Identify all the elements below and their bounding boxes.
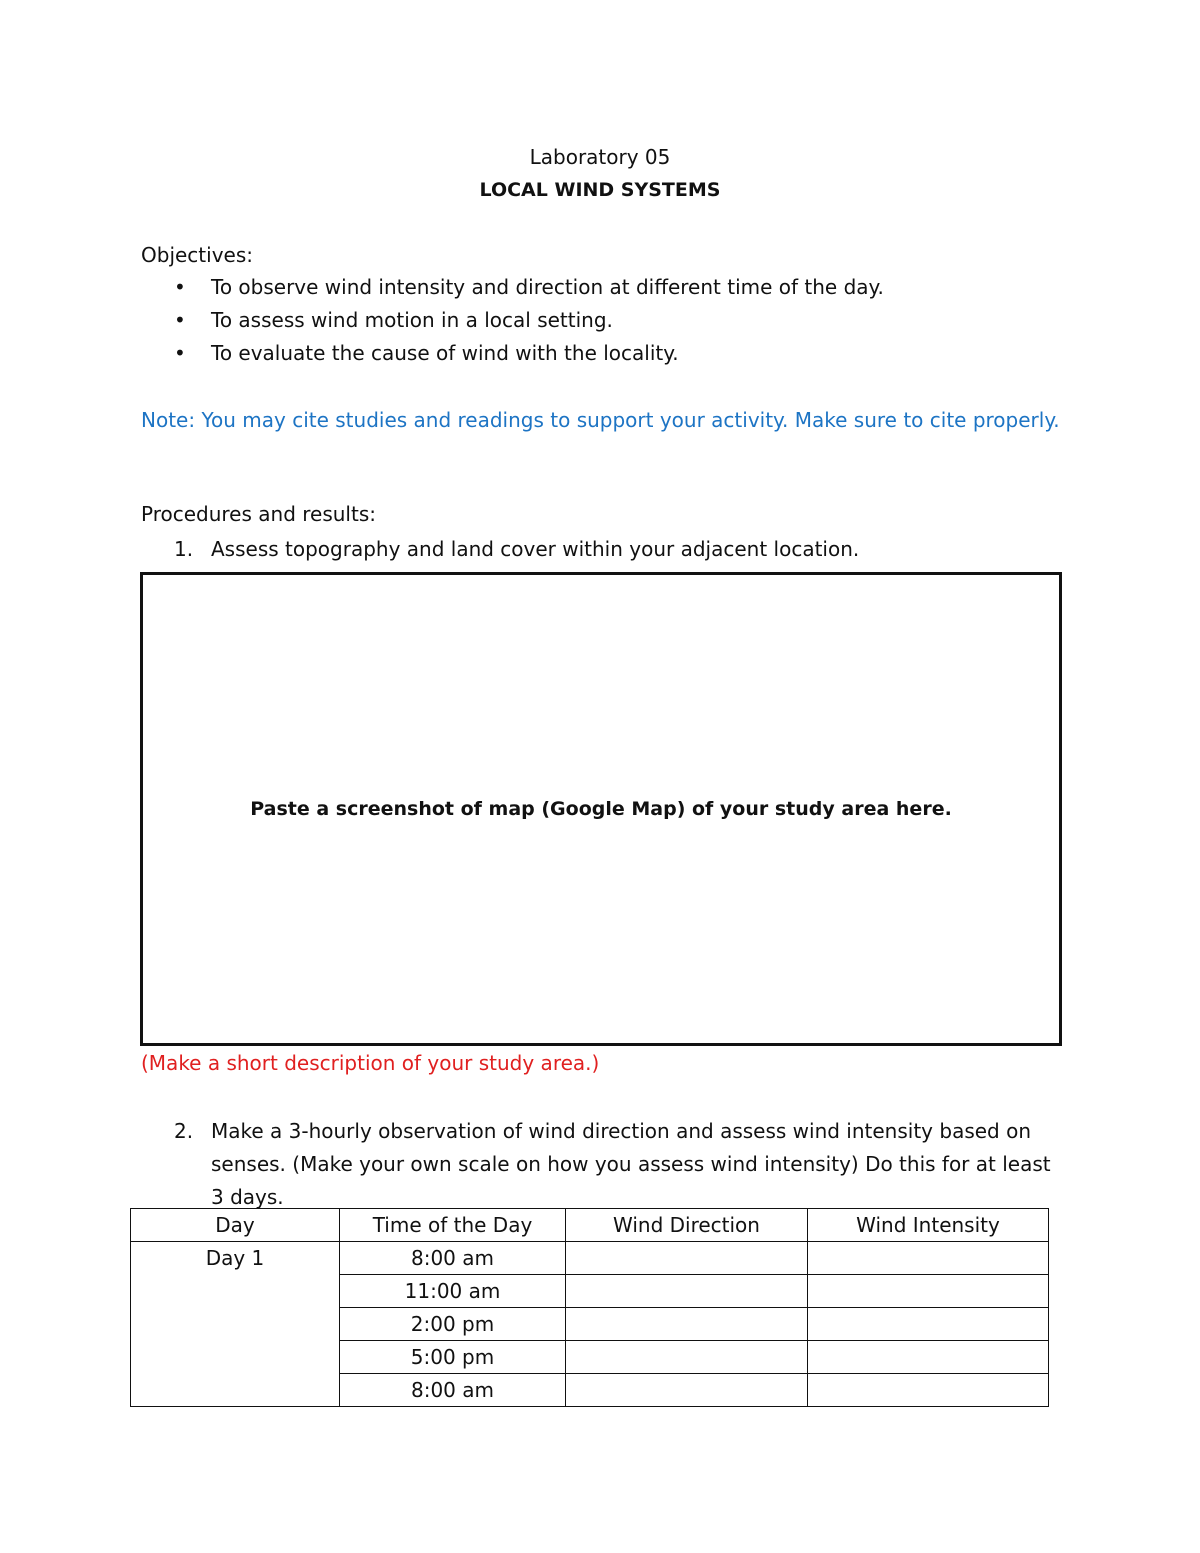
step-text: Assess topography and land cover within your adjacent location. <box>211 537 860 561</box>
bullet-icon: • <box>174 308 186 332</box>
wind-direction-cell[interactable] <box>566 1341 808 1374</box>
objective-text: To observe wind intensity and direction at different time of the day. <box>211 275 884 299</box>
wind-direction-cell[interactable] <box>566 1275 808 1308</box>
wind-direction-cell[interactable] <box>566 1374 808 1407</box>
page-title: LOCAL WIND SYSTEMS <box>479 179 721 201</box>
objectives-list <box>141 274 884 373</box>
bullet-icon: • <box>174 275 186 299</box>
step-number: 2. <box>174 1119 194 1143</box>
time-cell: 8:00 am <box>340 1242 566 1275</box>
wind-intensity-cell[interactable] <box>808 1308 1049 1341</box>
procedure-step-1 <box>141 533 1061 566</box>
column-header-wind-direction: Wind Direction <box>566 1209 808 1242</box>
wind-direction-cell[interactable] <box>566 1242 808 1275</box>
observation-table <box>130 1208 1049 1407</box>
objectives-heading: Objectives: <box>141 243 253 267</box>
column-header-wind-intensity: Wind Intensity <box>808 1209 1049 1242</box>
procedure-step-2 <box>141 1115 1061 1214</box>
map-placeholder-box[interactable] <box>140 572 1062 1046</box>
wind-direction-cell[interactable] <box>566 1308 808 1341</box>
column-header-day: Day <box>131 1209 340 1242</box>
time-cell: 8:00 am <box>340 1374 566 1407</box>
objective-text: To evaluate the cause of wind with the locality. <box>211 341 679 365</box>
wind-intensity-cell[interactable] <box>808 1374 1049 1407</box>
lab-number: Laboratory 05 <box>529 145 671 169</box>
step-number: 1. <box>174 537 194 561</box>
time-cell: 5:00 pm <box>340 1341 566 1374</box>
table-header-row <box>131 1209 1049 1242</box>
table-row <box>131 1242 1049 1275</box>
objective-item <box>141 274 884 307</box>
wind-intensity-cell[interactable] <box>808 1275 1049 1308</box>
map-placeholder-label: Paste a screenshot of map (Google Map) of your study area here. <box>250 798 952 820</box>
study-description-prompt: (Make a short description of your study area.) <box>141 1051 600 1075</box>
time-cell: 2:00 pm <box>340 1308 566 1341</box>
day-cell: Day 1 <box>131 1242 340 1407</box>
procedures-heading: Procedures and results: <box>141 502 376 526</box>
time-cell: 11:00 am <box>340 1275 566 1308</box>
objective-item <box>141 340 884 373</box>
column-header-time: Time of the Day <box>340 1209 566 1242</box>
objective-item <box>141 307 884 340</box>
objective-text: To assess wind motion in a local setting. <box>211 308 613 332</box>
wind-intensity-cell[interactable] <box>808 1341 1049 1374</box>
step-text: Make a 3-hourly observation of wind direction and assess wind intensity based on senses. (Make your own scale on how you assess wind intensity) Do this for at least 3 days. <box>211 1119 1051 1209</box>
bullet-icon: • <box>174 341 186 365</box>
wind-intensity-cell[interactable] <box>808 1242 1049 1275</box>
citation-note: Note: You may cite studies and readings to support your activity. Make sure to cite properly. <box>141 408 1060 432</box>
